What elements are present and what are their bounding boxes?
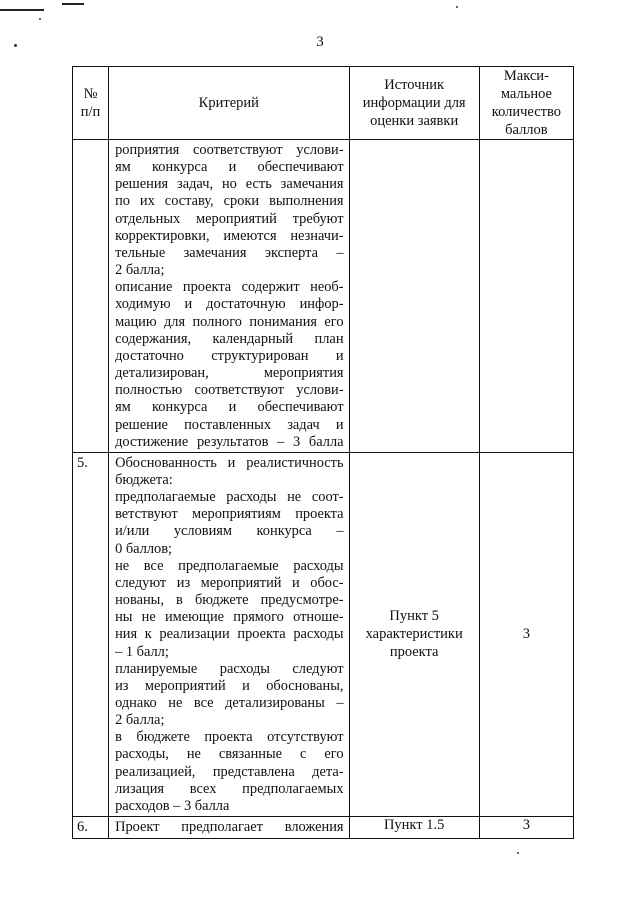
criteria-table bbox=[72, 66, 574, 839]
row-number: 5. bbox=[73, 452, 109, 816]
criterion-line: ям конкурса и обеспечивают bbox=[115, 159, 344, 176]
max-score-cell-empty bbox=[479, 140, 573, 453]
row-number: 6. bbox=[73, 817, 109, 839]
header-max-score: Макси- мальное количество баллов bbox=[479, 67, 573, 140]
criterion-line: ям конкурса и обеспечивают bbox=[115, 399, 344, 416]
criterion-line: Проект предполагает вложения bbox=[115, 819, 344, 836]
criterion-line: достаточно структурирован и bbox=[115, 347, 344, 364]
criterion-line: ны не имеющие прямого отноше- bbox=[115, 609, 344, 626]
criterion-line: мацию для полного понимания его bbox=[115, 313, 344, 330]
table-row-continuation bbox=[73, 140, 574, 453]
criterion-line: детализирован, мероприятия bbox=[115, 365, 344, 382]
criterion-line: расходы, не связанные с его bbox=[115, 746, 344, 763]
table-header-row bbox=[73, 67, 574, 140]
criterion-line: содержания, календарный план bbox=[115, 330, 344, 347]
criterion-line: 0 баллов; bbox=[115, 540, 173, 557]
source-cell: Пункт 5 характеристики проекта bbox=[349, 452, 479, 816]
criterion-cell bbox=[109, 817, 349, 839]
criterion-line: описание проекта содержит необ- bbox=[115, 279, 344, 296]
criterion-line: решения задач, но есть замечания bbox=[115, 176, 344, 193]
criterion-line: следуют из мероприятий и обос- bbox=[115, 574, 344, 591]
criterion-line: реализацией, представлена дета- bbox=[115, 763, 344, 780]
criterion-line: однако не все детализированы – bbox=[115, 695, 344, 711]
scan-artifact-line bbox=[62, 3, 84, 5]
criterion-line: нованы, в бюджете предусмотре- bbox=[115, 592, 344, 609]
row-number-empty bbox=[73, 140, 109, 453]
scan-artifact-dot bbox=[39, 18, 41, 20]
criterion-line: полностью соответствуют услови- bbox=[115, 382, 344, 399]
criterion-line: предполагаемые расходы не соот- bbox=[115, 489, 344, 506]
source-cell: Пункт 1.5 bbox=[349, 817, 479, 839]
page-number: 3 bbox=[316, 34, 324, 50]
criterion-line: бюджета: bbox=[115, 471, 173, 488]
criterion-line: отдельных мероприятий требуют bbox=[115, 210, 344, 227]
criterion-line: и/или условиям конкурса – bbox=[115, 523, 344, 540]
criterion-line: – 1 балл; bbox=[115, 643, 169, 660]
max-score-cell: 3 bbox=[479, 452, 573, 816]
scan-artifact-dot bbox=[517, 852, 519, 854]
criterion-line: Обоснованность и реалистичность bbox=[115, 454, 344, 471]
criterion-cell bbox=[109, 140, 349, 453]
criterion-line: достижение результатов – 3 балла bbox=[115, 433, 344, 450]
criterion-line: лизация всех предполагаемых bbox=[115, 780, 344, 797]
criterion-line: расходов – 3 балла bbox=[115, 797, 230, 814]
max-score-cell: 3 bbox=[479, 817, 573, 839]
criterion-line: роприятия соответствуют услови- bbox=[115, 142, 344, 158]
table-row-5 bbox=[73, 452, 574, 816]
scan-artifact-dot bbox=[456, 6, 458, 8]
criterion-line: по их составу, сроки выполнения bbox=[115, 193, 344, 210]
header-number: № п/п bbox=[73, 67, 109, 140]
criterion-line: ходимую и достаточную инфор- bbox=[115, 296, 344, 313]
criterion-line: в бюджете проекта отсутствуют bbox=[115, 729, 344, 746]
criterion-line: ния к реализации проекта расходы bbox=[115, 626, 344, 643]
criterion-line: не все предполагаемые расходы bbox=[115, 557, 344, 574]
header-source: Источник информации для оценки заявки bbox=[349, 67, 479, 140]
source-cell-empty bbox=[349, 140, 479, 453]
table-row-6 bbox=[73, 817, 574, 839]
criterion-line: 2 балла; bbox=[115, 712, 165, 729]
criterion-line: 2 балла; bbox=[115, 262, 165, 279]
criterion-line: планируемые расходы следуют bbox=[115, 660, 344, 677]
header-criterion: Критерий bbox=[109, 67, 349, 140]
criterion-cell bbox=[109, 452, 349, 816]
scan-artifact-line bbox=[0, 9, 44, 11]
criterion-line: решение поставленных задач и bbox=[115, 416, 344, 433]
criterion-line: из мероприятий и обоснованы, bbox=[115, 677, 344, 694]
criterion-line: ветствуют мероприятиям проекта bbox=[115, 506, 344, 523]
criterion-line: корректировки, имеются незначи- bbox=[115, 227, 344, 244]
criterion-line: тельные замечания эксперта – bbox=[115, 244, 344, 261]
